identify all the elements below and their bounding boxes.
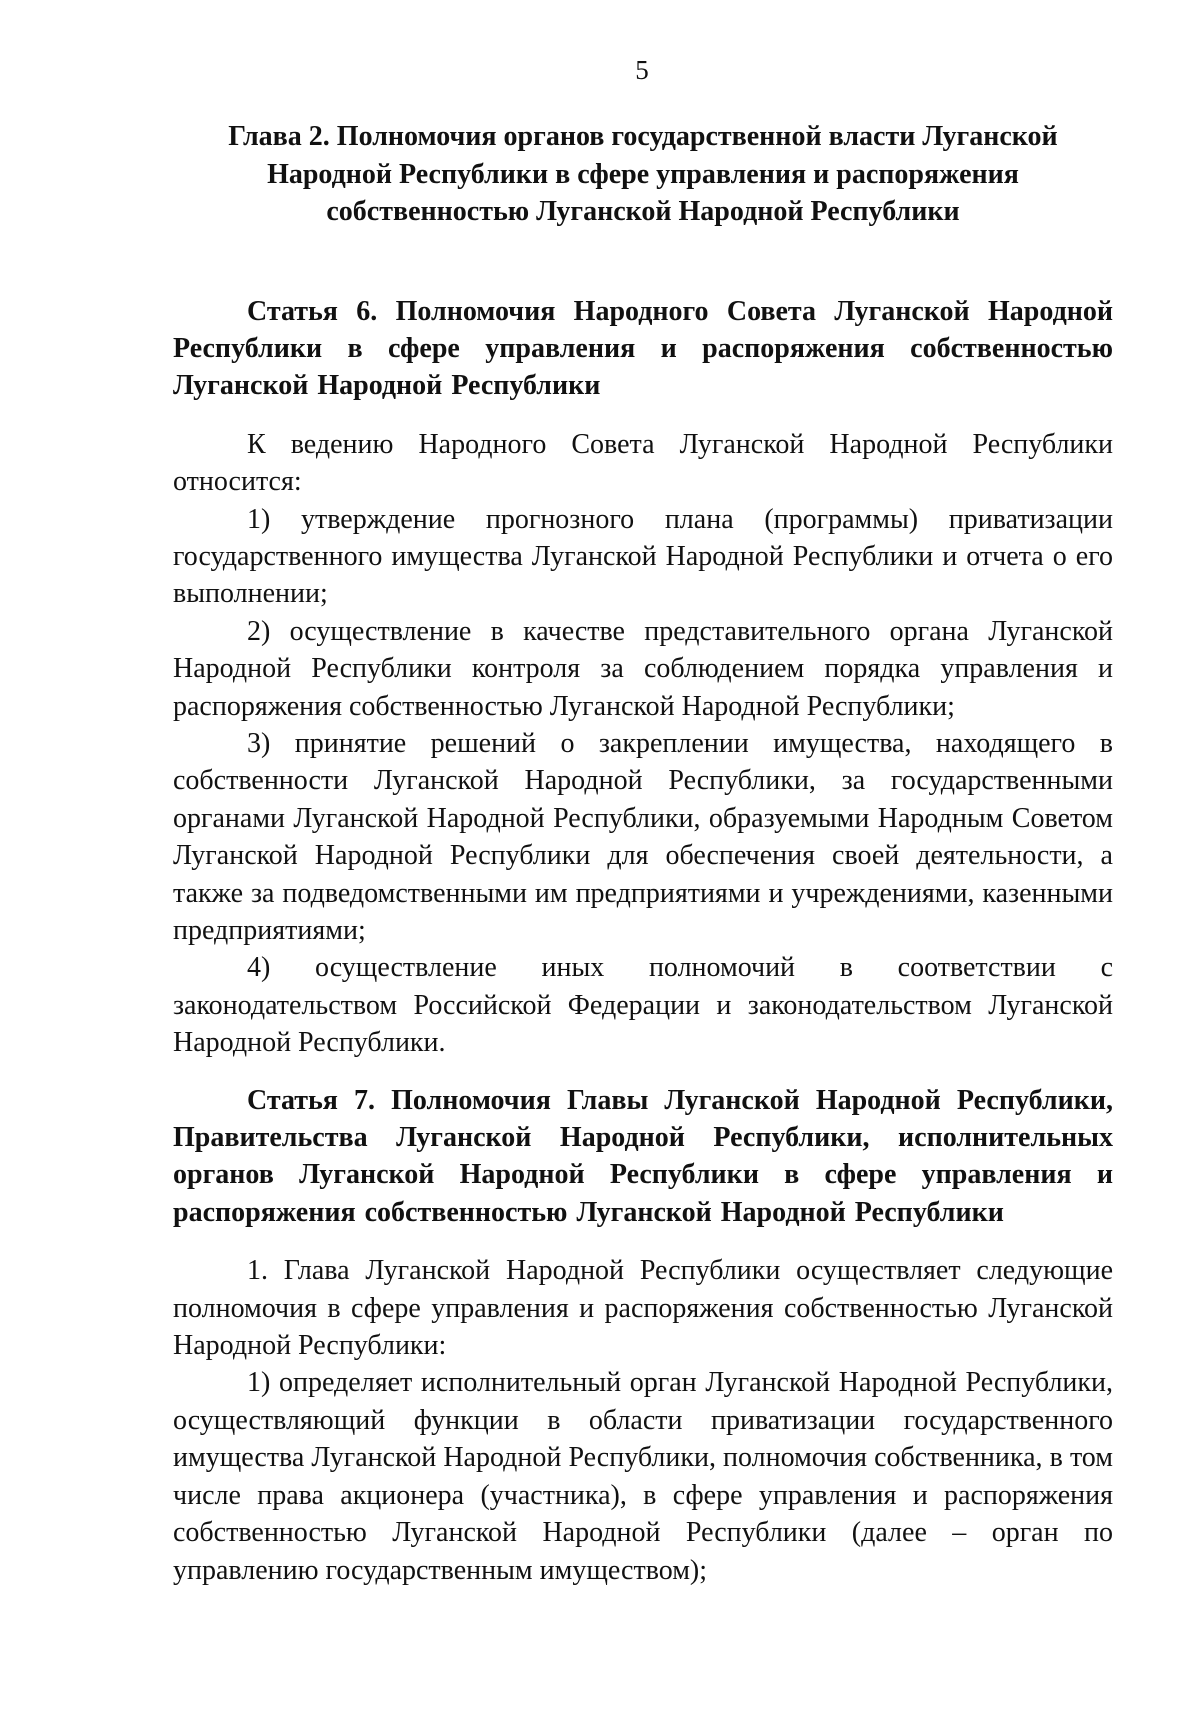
article-7-item-1: 1) определяет исполнительный орган Луганской Народной Республики, осуществляющий функции в области приватизации государственного имущества Луганской Народной Республики, полномочия собственника, в том числе права акционера (участника), в сфере управления и распоряжения собственностью Луганской Народной Республики (далее – орган по управлению государственным имуществом); [173, 1367, 1113, 1586]
article-7-intro: 1. Глава Луганской Народной Республики осуществляет следующие полномочия в сфере управления и распоряжения собственностью Луганской Народной Республики: [173, 1255, 1113, 1362]
article-6-item-2: 2) осуществление в качестве представительного органа Луганской Народной Республики контроля за соблюдением порядка управления и распоряжения собственностью Луганской Народной Республики; [173, 615, 1113, 722]
article-6-item-3: 3) принятие решений о закреплении имущества, находящего в собственности Луганской Народной Республики, за государственными органами Луганской Народной Республики, образуемыми Народным Советом Луганской Народной Республики для обеспечения своей деятельности, а также за подведомственными им предприятиями и учреждениями, казенными предприятиями; [173, 727, 1113, 946]
article-6-item-4: 4) осуществление иных полномочий в соответствии с законодательством Российской Федерации и законодательством Луганской Народной Республики. [173, 952, 1113, 1059]
chapter-title: Глава 2. Полномочия органов государственной власти Луганской Народной Республики в сфере управления и распоряжения собственностью Луганской Народной Республики [228, 121, 1058, 227]
article-6-title: Статья 6. Полномочия Народного Совета Луганской Народной Республики в сфере управления и распоряжения собственностью Луганской Народной Республики [173, 295, 1113, 402]
article-6-item-1: 1) утверждение прогнозного плана (программы) приватизации государственного имущества Луганской Народной Республики и отчета о его выполнении; [173, 503, 1113, 610]
document-body [173, 118, 1113, 1589]
article-7-title: Статья 7. Полномочия Главы Луганской Народной Республики, Правительства Луганской Народной Республики, исполнительных органов Луганской Народной Республики в сфере управления и распоряжения собственностью Луганской Народной Республики [173, 1084, 1113, 1228]
article-6-intro: К ведению Народного Совета Луганской Народной Республики относится: [173, 428, 1113, 498]
page-number: 5 [635, 55, 649, 85]
